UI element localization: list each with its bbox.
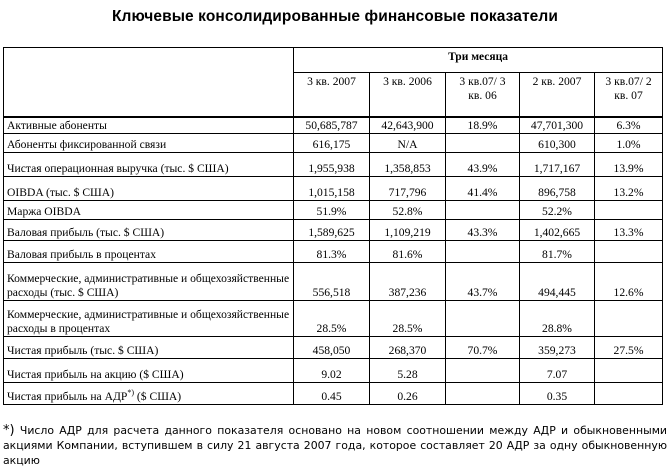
cell-value: 13.2%	[595, 177, 663, 201]
cell-value: 28.8%	[520, 301, 595, 337]
column-header-q3-2006: 3 кв. 2006	[370, 73, 446, 117]
group-header-three-months: Три месяца	[294, 48, 663, 73]
cell-value: 5.28	[370, 359, 446, 383]
cell-value: 7.07	[520, 359, 595, 383]
cell-value: 896,758	[520, 177, 595, 201]
cell-value	[595, 241, 663, 263]
row-label-unit: ($ США)	[134, 390, 182, 403]
row-label: Валовая прибыль (тыс. $ США)	[4, 220, 294, 241]
footnote-marker: *)	[3, 423, 15, 438]
column-header-q3-qoq: 3 кв.07/ 2 кв. 07	[595, 73, 663, 117]
row-label-eps-adr	[4, 383, 294, 405]
row-label: Чистая операционная выручка (тыс. $ США)	[4, 153, 294, 177]
footnote-reference: *)	[127, 388, 134, 398]
cell-value: N/A	[370, 134, 446, 153]
cell-value: 43.7%	[446, 263, 520, 301]
cell-value	[595, 383, 663, 405]
cell-value: 1,109,219	[370, 220, 446, 241]
row-label: Маржа OIBDA	[4, 201, 294, 220]
cell-value: 616,175	[294, 134, 370, 153]
table-row	[4, 117, 663, 134]
cell-value: 47,701,300	[520, 117, 595, 134]
cell-value: 610,300	[520, 134, 595, 153]
table-row	[4, 177, 663, 201]
row-label: Коммерческие, административные и общехозяйственные расходы (тыс. $ США)	[4, 263, 294, 301]
cell-value: 1,717,167	[520, 153, 595, 177]
row-label: Чистая прибыль (тыс. $ США)	[4, 337, 294, 359]
footnote	[3, 423, 667, 468]
cell-value: 81.7%	[520, 241, 595, 263]
cell-value: 1,955,938	[294, 153, 370, 177]
cell-value	[595, 201, 663, 220]
table-row	[4, 337, 663, 359]
cell-value: 13.9%	[595, 153, 663, 177]
cell-value: 27.5%	[595, 337, 663, 359]
table-row	[4, 301, 663, 337]
cell-value: 43.9%	[446, 153, 520, 177]
cell-value: 494,445	[520, 263, 595, 301]
cell-value: 359,273	[520, 337, 595, 359]
cell-value: 0.35	[520, 383, 595, 405]
cell-value	[595, 301, 663, 337]
cell-value: 1,015,158	[294, 177, 370, 201]
row-label: Валовая прибыль в процентах	[4, 241, 294, 263]
table-row	[4, 201, 663, 220]
cell-value: 81.3%	[294, 241, 370, 263]
cell-value: 1.0%	[595, 134, 663, 153]
cell-value	[446, 201, 520, 220]
cell-value: 556,518	[294, 263, 370, 301]
page-title: Ключевые консолидированные финансовые показатели	[112, 8, 558, 25]
table-row	[4, 153, 663, 177]
cell-value: 0.45	[294, 383, 370, 405]
table-row	[4, 134, 663, 153]
cell-value	[446, 383, 520, 405]
column-header-q2-2007: 2 кв. 2007	[520, 73, 595, 117]
cell-value	[595, 359, 663, 383]
cell-value: 268,370	[370, 337, 446, 359]
cell-value: 52.8%	[370, 201, 446, 220]
row-label: Чистая прибыль на акцию ($ США)	[4, 359, 294, 383]
cell-value: 42,643,900	[370, 117, 446, 134]
cell-value: 81.6%	[370, 241, 446, 263]
cell-value: 12.6%	[595, 263, 663, 301]
row-label: Абоненты фиксированной связи	[4, 134, 294, 153]
cell-value	[446, 134, 520, 153]
row-label: OIBDA (тыс. $ США)	[4, 177, 294, 201]
table-row	[4, 220, 663, 241]
cell-value: 41.4%	[446, 177, 520, 201]
cell-value: 458,050	[294, 337, 370, 359]
cell-value: 13.3%	[595, 220, 663, 241]
column-header-q3-2007: 3 кв. 2007	[294, 73, 370, 117]
row-label: Коммерческие, административные и общехозяйственные расходы в процентах	[4, 301, 294, 337]
cell-value	[446, 359, 520, 383]
cell-value: 6.3%	[595, 117, 663, 134]
cell-value: 43.3%	[446, 220, 520, 241]
table-row	[4, 241, 663, 263]
cell-value: 50,685,787	[294, 117, 370, 134]
table-row	[4, 383, 663, 405]
cell-value: 0.26	[370, 383, 446, 405]
cell-value: 52.2%	[520, 201, 595, 220]
cell-value: 28.5%	[294, 301, 370, 337]
cell-value: 28.5%	[370, 301, 446, 337]
row-label: Активные абоненты	[4, 117, 294, 134]
cell-value: 1,589,625	[294, 220, 370, 241]
cell-value: 9.02	[294, 359, 370, 383]
table-row	[4, 359, 663, 383]
cell-value: 18.9%	[446, 117, 520, 134]
column-header-q3-yoy: 3 кв.07/ 3 кв. 06	[446, 73, 520, 117]
cell-value: 70.7%	[446, 337, 520, 359]
cell-value: 717,796	[370, 177, 446, 201]
row-label-text: Чистая прибыль на АДР	[7, 390, 128, 403]
cell-value: 387,236	[370, 263, 446, 301]
table-header-row-group	[4, 48, 663, 73]
cell-value	[446, 241, 520, 263]
cell-value: 1,402,665	[520, 220, 595, 241]
header-empty-cell	[4, 48, 294, 117]
cell-value: 1,358,853	[370, 153, 446, 177]
cell-value: 51.9%	[294, 201, 370, 220]
cell-value	[446, 301, 520, 337]
financial-indicators-table	[3, 47, 663, 405]
table-row	[4, 263, 663, 301]
footnote-text: Число АДР для расчета данного показателя основано на новом соотношении между АДР и обыкновенными акциями Компании, вступившем в силу 21 августа 2007 года, которое составляет 20 АДР за одну обыкновенную акцию	[3, 424, 667, 467]
